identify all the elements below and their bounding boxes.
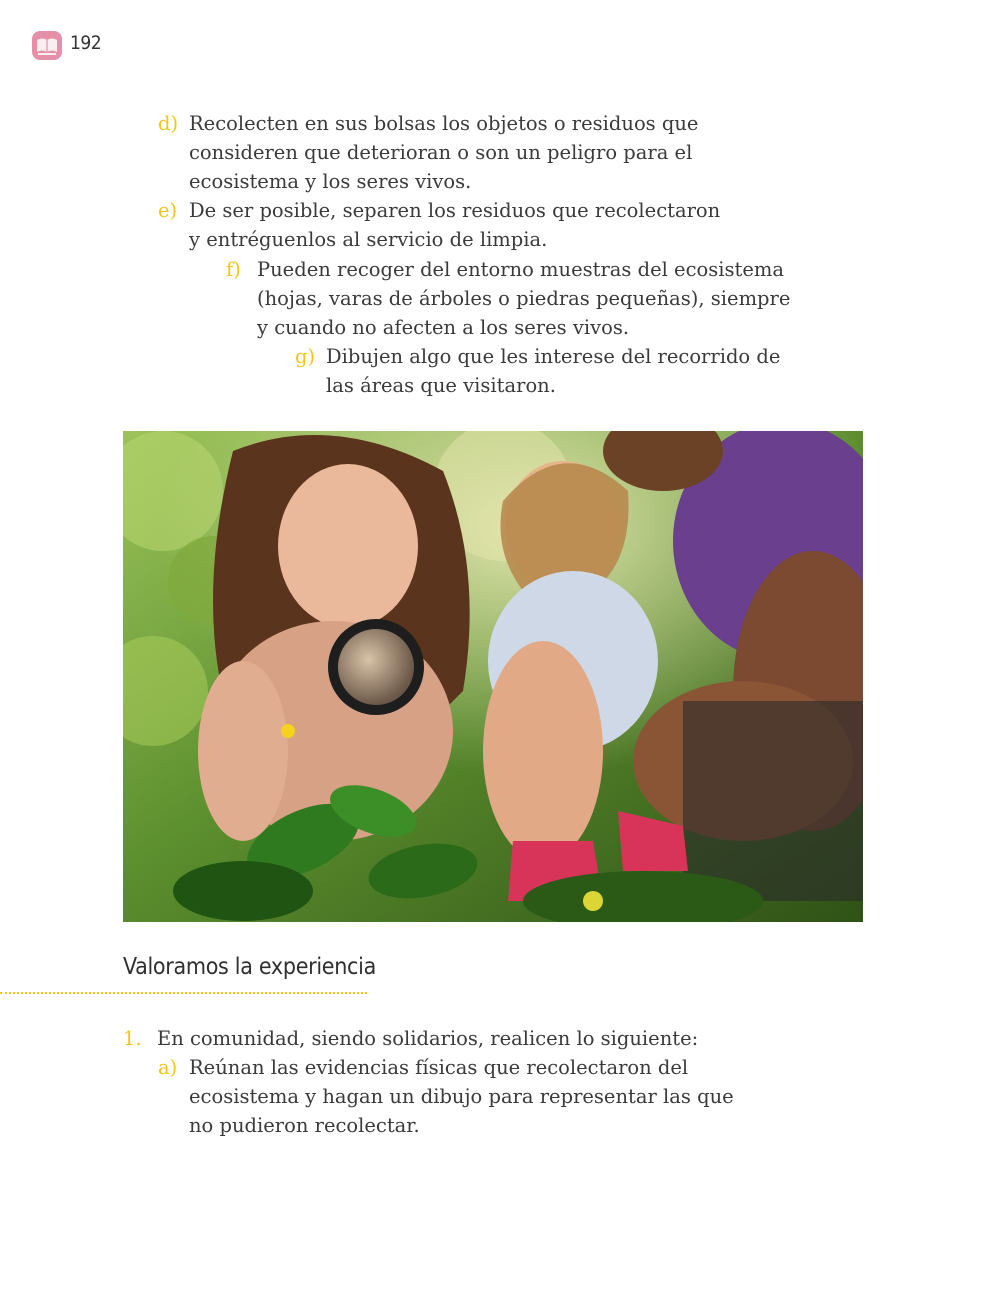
step-e-marker: e) (158, 199, 178, 222)
activity-item-1a-line: ecosistema y hagan un dibujo para representar las que (189, 1085, 734, 1108)
section-divider (0, 992, 367, 994)
step-d (158, 109, 698, 196)
step-f-marker: f) (226, 258, 241, 281)
step-e-line: y entréguenlos al servicio de limpia. (189, 228, 548, 251)
step-d-line: ecosistema y los seres vivos. (189, 170, 472, 193)
step-f (226, 255, 790, 342)
step-f-line: Pueden recoger del entorno muestras del ecosistema (257, 258, 785, 281)
activity-item-1 (123, 1024, 698, 1053)
step-g (295, 342, 780, 400)
step-e (158, 196, 720, 254)
activity-item-1-marker: 1. (123, 1027, 142, 1050)
step-d-line: consideren que deterioran o son un peligro para el (189, 141, 693, 164)
step-g-line: Dibujen algo que les interese del recorrido de (326, 345, 781, 368)
book-icon (32, 31, 62, 60)
activity-item-1a (158, 1053, 734, 1140)
children-exploring-illustration (123, 431, 863, 922)
step-d-marker: d) (158, 112, 179, 135)
step-f-line: (hojas, varas de árboles o piedras pequeñas), siempre (257, 287, 791, 310)
step-g-marker: g) (295, 345, 316, 368)
activity-item-1a-line: no pudieron recolectar. (189, 1114, 420, 1137)
step-d-line: Recolecten en sus bolsas los objetos o residuos que (189, 112, 699, 135)
step-e-line: De ser posible, separen los residuos que recolectaron (189, 199, 721, 222)
activity-item-1a-line: Reúnan las evidencias físicas que recolectaron del (189, 1056, 689, 1079)
section-title: Valoramos la experiencia (123, 954, 376, 980)
page-number: 192 (70, 32, 102, 54)
step-g-line: las áreas que visitaron. (326, 374, 556, 397)
step-f-line: y cuando no afecten a los seres vivos. (257, 316, 630, 339)
activity-item-1a-marker: a) (158, 1056, 178, 1079)
book-icon-glyph (35, 36, 59, 56)
activity-item-1-text: En comunidad, siendo solidarios, realicen lo siguiente: (157, 1027, 699, 1050)
children-exploring-photo (123, 431, 863, 922)
